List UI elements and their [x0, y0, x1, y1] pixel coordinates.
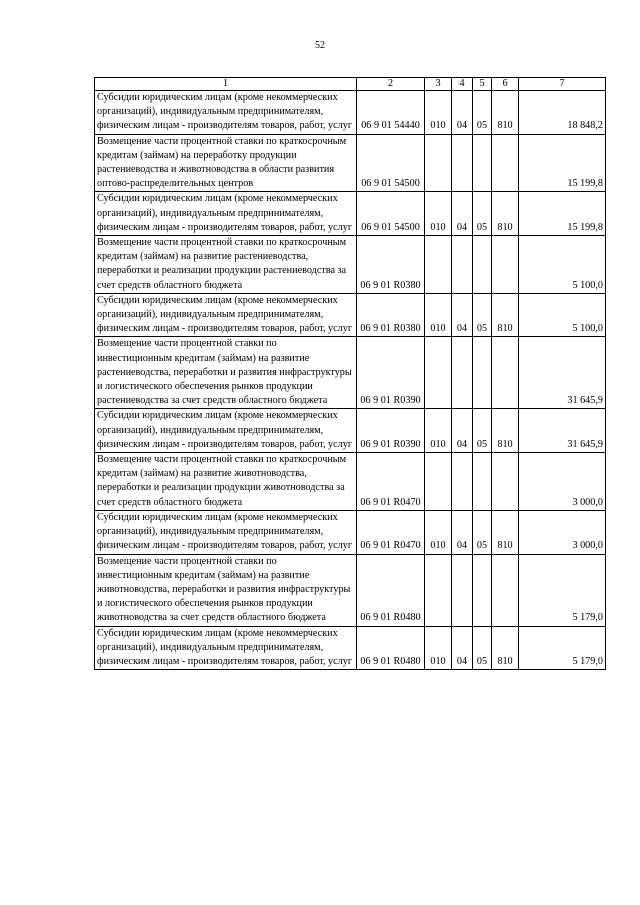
row-subsection: 05: [473, 409, 492, 453]
row-amount: 3 000,0: [519, 453, 606, 511]
row-ministry-code: [425, 236, 452, 294]
row-section: [452, 236, 473, 294]
header-col-7: 7: [519, 78, 606, 91]
table-row: [95, 337, 606, 409]
row-section: 04: [452, 409, 473, 453]
header-col-2: 2: [357, 78, 425, 91]
header-col-4: 4: [452, 78, 473, 91]
row-subsection: 05: [473, 293, 492, 337]
row-name: Субсидии юридическим лицам (кроме некоммерческих организаций), индивидуальным предпринимателям, физическим лицам - производителям товаров, работ, услуг: [95, 626, 357, 670]
row-ministry-code: 010: [425, 626, 452, 670]
table-row: [95, 192, 606, 236]
page-number: 52: [315, 40, 325, 51]
row-amount: 15 199,8: [519, 134, 606, 192]
table-row: [95, 409, 606, 453]
row-expense-type: 810: [492, 409, 519, 453]
row-name: Возмещение части процентной ставки по краткосрочным кредитам (займам) на развитие животноводства, переработки и реализации продукции животноводства за счет средств областного бюджета: [95, 453, 357, 511]
row-section: [452, 554, 473, 626]
row-ministry-code: 010: [425, 293, 452, 337]
row-subsection: 05: [473, 626, 492, 670]
row-ministry-code: 010: [425, 91, 452, 135]
row-ministry-code: 010: [425, 192, 452, 236]
header-row: [95, 78, 606, 91]
row-amount: 15 199,8: [519, 192, 606, 236]
row-expense-type: 810: [492, 192, 519, 236]
row-name: Субсидии юридическим лицам (кроме некоммерческих организаций), индивидуальным предпринимателям, физическим лицам - производителям товаров, работ, услуг: [95, 293, 357, 337]
row-subsection: [473, 554, 492, 626]
row-target-article: 06 9 01 54440: [357, 91, 425, 135]
row-amount: 18 848,2: [519, 91, 606, 135]
row-ministry-code: [425, 554, 452, 626]
row-amount: 5 179,0: [519, 554, 606, 626]
table-body: [95, 91, 606, 670]
row-amount: 5 100,0: [519, 293, 606, 337]
row-name: Возмещение части процентной ставки по краткосрочным кредитам (займам) на развитие растениеводства, переработки и реализации продукции растениеводства за счет средств областного бюджета: [95, 236, 357, 294]
table-row: [95, 236, 606, 294]
row-amount: 3 000,0: [519, 510, 606, 554]
table-row: [95, 554, 606, 626]
row-expense-type: [492, 236, 519, 294]
row-section: [452, 453, 473, 511]
row-subsection: [473, 134, 492, 192]
header-col-5: 5: [473, 78, 492, 91]
row-name: Субсидии юридическим лицам (кроме некоммерческих организаций), индивидуальным предпринимателям, физическим лицам - производителям товаров, работ, услуг: [95, 192, 357, 236]
row-target-article: 06 9 01 R0380: [357, 236, 425, 294]
row-ministry-code: [425, 337, 452, 409]
row-name: Возмещение части процентной ставки по инвестиционным кредитам (займам) на развитие животноводства, переработки и развития инфраструктуры и логистического обеспечения рынков продукции животноводства за счет средств областного бюджета: [95, 554, 357, 626]
row-expense-type: [492, 554, 519, 626]
row-name: Возмещение части процентной ставки по краткосрочным кредитам (займам) на переработку продукции растениеводства и животноводства в области развития оптово-распределительных центров: [95, 134, 357, 192]
row-expense-type: [492, 134, 519, 192]
table-row: [95, 510, 606, 554]
row-expense-type: 810: [492, 626, 519, 670]
row-expense-type: 810: [492, 91, 519, 135]
row-subsection: 05: [473, 91, 492, 135]
row-target-article: 06 9 01 R0480: [357, 554, 425, 626]
row-section: 04: [452, 192, 473, 236]
row-ministry-code: 010: [425, 510, 452, 554]
header-col-3: 3: [425, 78, 452, 91]
row-target-article: 06 9 01 R0390: [357, 337, 425, 409]
row-target-article: 06 9 01 54500: [357, 134, 425, 192]
row-expense-type: [492, 337, 519, 409]
row-name: Субсидии юридическим лицам (кроме некоммерческих организаций), индивидуальным предпринимателям, физическим лицам - производителям товаров, работ, услуг: [95, 91, 357, 135]
row-section: 04: [452, 626, 473, 670]
row-section: [452, 337, 473, 409]
row-subsection: [473, 236, 492, 294]
row-subsection: 05: [473, 192, 492, 236]
row-section: 04: [452, 91, 473, 135]
row-subsection: 05: [473, 510, 492, 554]
row-subsection: [473, 453, 492, 511]
row-target-article: 06 9 01 R0390: [357, 409, 425, 453]
row-amount: 31 645,9: [519, 337, 606, 409]
table-row: [95, 293, 606, 337]
table-row: [95, 134, 606, 192]
row-expense-type: [492, 453, 519, 511]
header-col-6: 6: [492, 78, 519, 91]
row-target-article: 06 9 01 R0470: [357, 453, 425, 511]
row-target-article: 06 9 01 R0480: [357, 626, 425, 670]
table-row: [95, 91, 606, 135]
row-section: 04: [452, 510, 473, 554]
row-name: Возмещение части процентной ставки по инвестиционным кредитам (займам) на развитие растениеводства, переработки и развития инфраструктуры и логистического обеспечения рынков продукции растениеводства за счет средств областного бюджета: [95, 337, 357, 409]
row-amount: 5 179,0: [519, 626, 606, 670]
row-name: Субсидии юридическим лицам (кроме некоммерческих организаций), индивидуальным предпринимателям, физическим лицам - производителям товаров, работ, услуг: [95, 510, 357, 554]
header-col-1: 1: [95, 78, 357, 91]
row-amount: 31 645,9: [519, 409, 606, 453]
row-ministry-code: [425, 134, 452, 192]
table-row: [95, 626, 606, 670]
row-ministry-code: [425, 453, 452, 511]
row-target-article: 06 9 01 R0470: [357, 510, 425, 554]
row-name: Субсидии юридическим лицам (кроме некоммерческих организаций), индивидуальным предпринимателям, физическим лицам - производителям товаров, работ, услуг: [95, 409, 357, 453]
budget-table: [94, 77, 606, 670]
row-expense-type: 810: [492, 293, 519, 337]
row-subsection: [473, 337, 492, 409]
row-target-article: 06 9 01 54500: [357, 192, 425, 236]
row-expense-type: 810: [492, 510, 519, 554]
table-row: [95, 453, 606, 511]
row-target-article: 06 9 01 R0380: [357, 293, 425, 337]
row-section: [452, 134, 473, 192]
row-amount: 5 100,0: [519, 236, 606, 294]
row-ministry-code: 010: [425, 409, 452, 453]
row-section: 04: [452, 293, 473, 337]
